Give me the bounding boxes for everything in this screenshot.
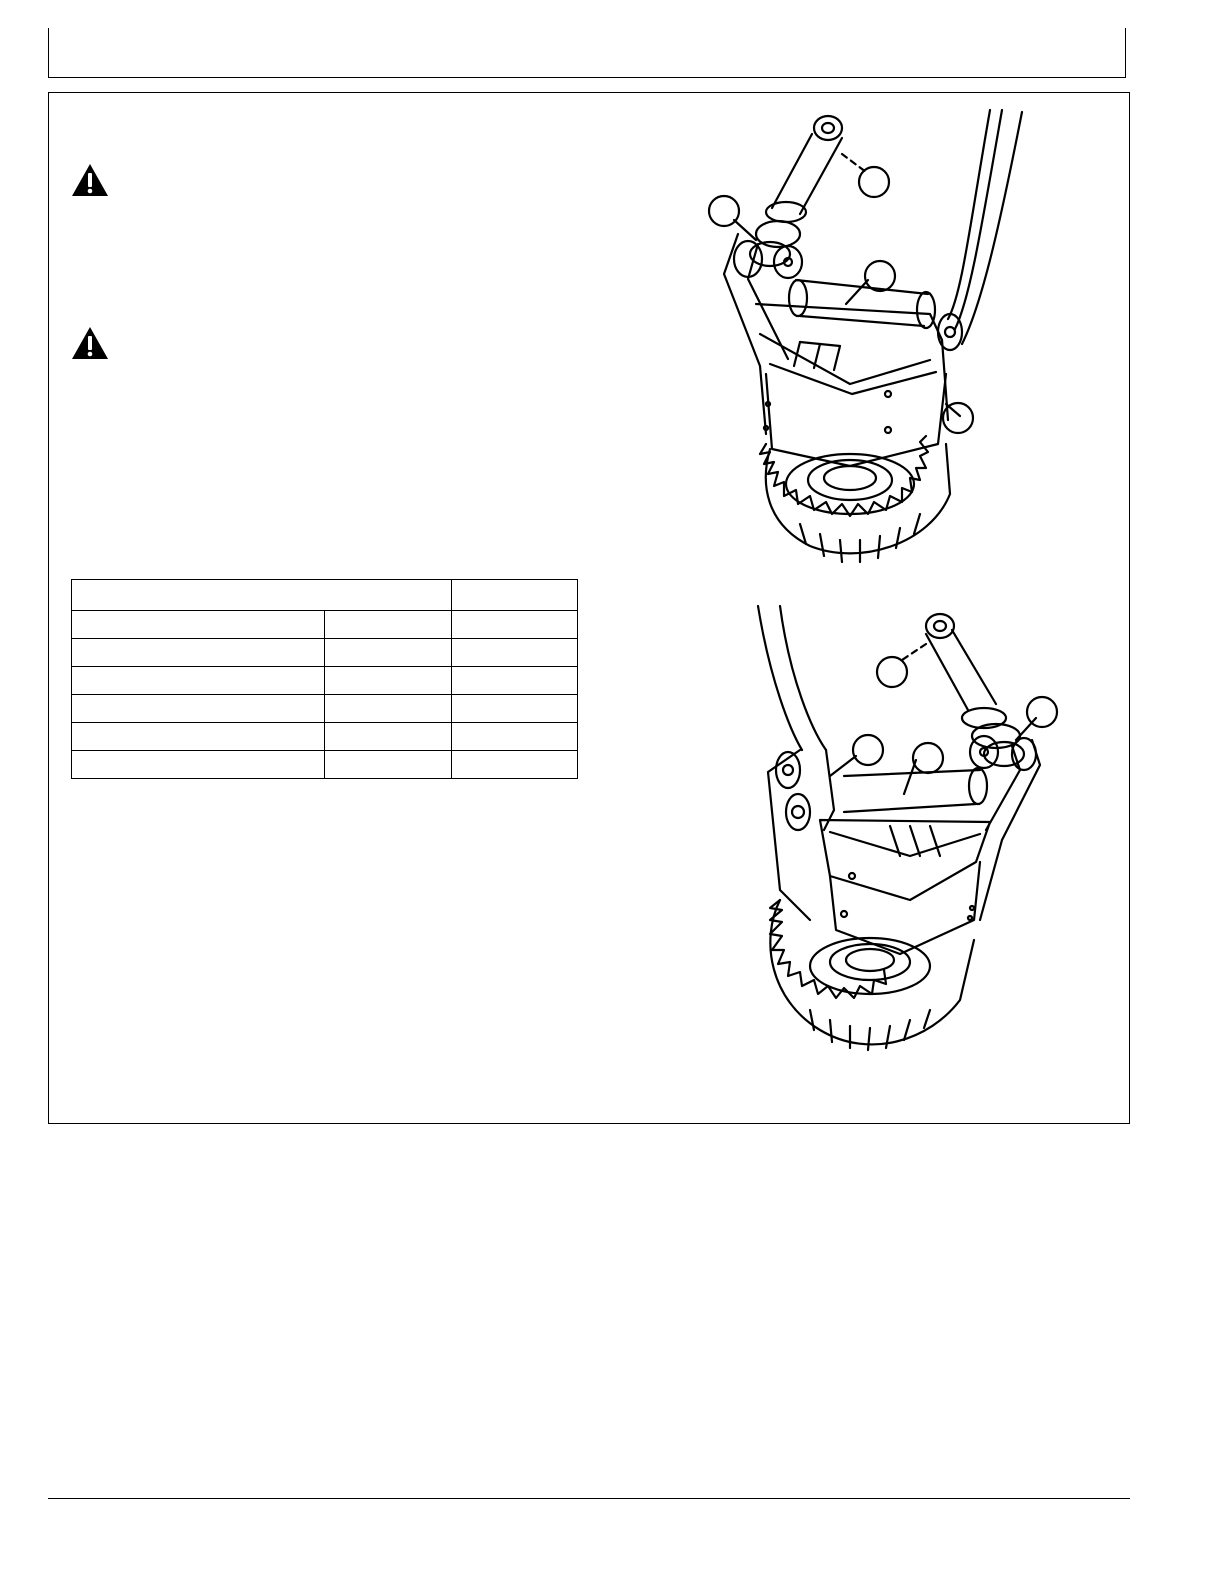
- callout-circle: [877, 657, 907, 687]
- specification-table: [71, 579, 578, 779]
- callout-circle: [913, 743, 943, 773]
- table-cell: [325, 723, 452, 751]
- page-header-box: [48, 28, 1126, 78]
- table-row: [72, 667, 578, 695]
- table-cell: [452, 639, 578, 667]
- table-row: [72, 723, 578, 751]
- table-row: [72, 695, 578, 723]
- table-cell: [452, 723, 578, 751]
- table-cell: [452, 695, 578, 723]
- callout-circle: [1027, 697, 1057, 727]
- table-cell: [452, 580, 578, 611]
- footer-rule: [48, 1498, 1130, 1499]
- table-header-row: [72, 580, 578, 611]
- table-cell: [72, 695, 325, 723]
- table-cell: [72, 639, 325, 667]
- roller-attachment-rear-figure: [740, 600, 1070, 1070]
- table-cell: [325, 751, 452, 779]
- table-cell: [72, 723, 325, 751]
- table-row: [72, 611, 578, 639]
- roller-attachment-front-figure: [700, 104, 1040, 574]
- table-cell: [452, 751, 578, 779]
- warning-triangle-icon: [71, 163, 109, 197]
- warning-triangle-icon: [71, 326, 109, 360]
- table-cell: [72, 667, 325, 695]
- table-cell: [325, 695, 452, 723]
- callout-circle: [865, 261, 895, 291]
- table-cell: [325, 667, 452, 695]
- callout-circle: [859, 167, 889, 197]
- table-cell: [452, 667, 578, 695]
- table-cell: [452, 611, 578, 639]
- table-cell: [325, 611, 452, 639]
- table-cell: [72, 580, 452, 611]
- table-cell: [72, 611, 325, 639]
- table-row: [72, 751, 578, 779]
- callout-circle: [709, 196, 739, 226]
- table-cell: [72, 751, 325, 779]
- table-row: [72, 639, 578, 667]
- table-cell: [325, 639, 452, 667]
- callout-circle: [853, 735, 883, 765]
